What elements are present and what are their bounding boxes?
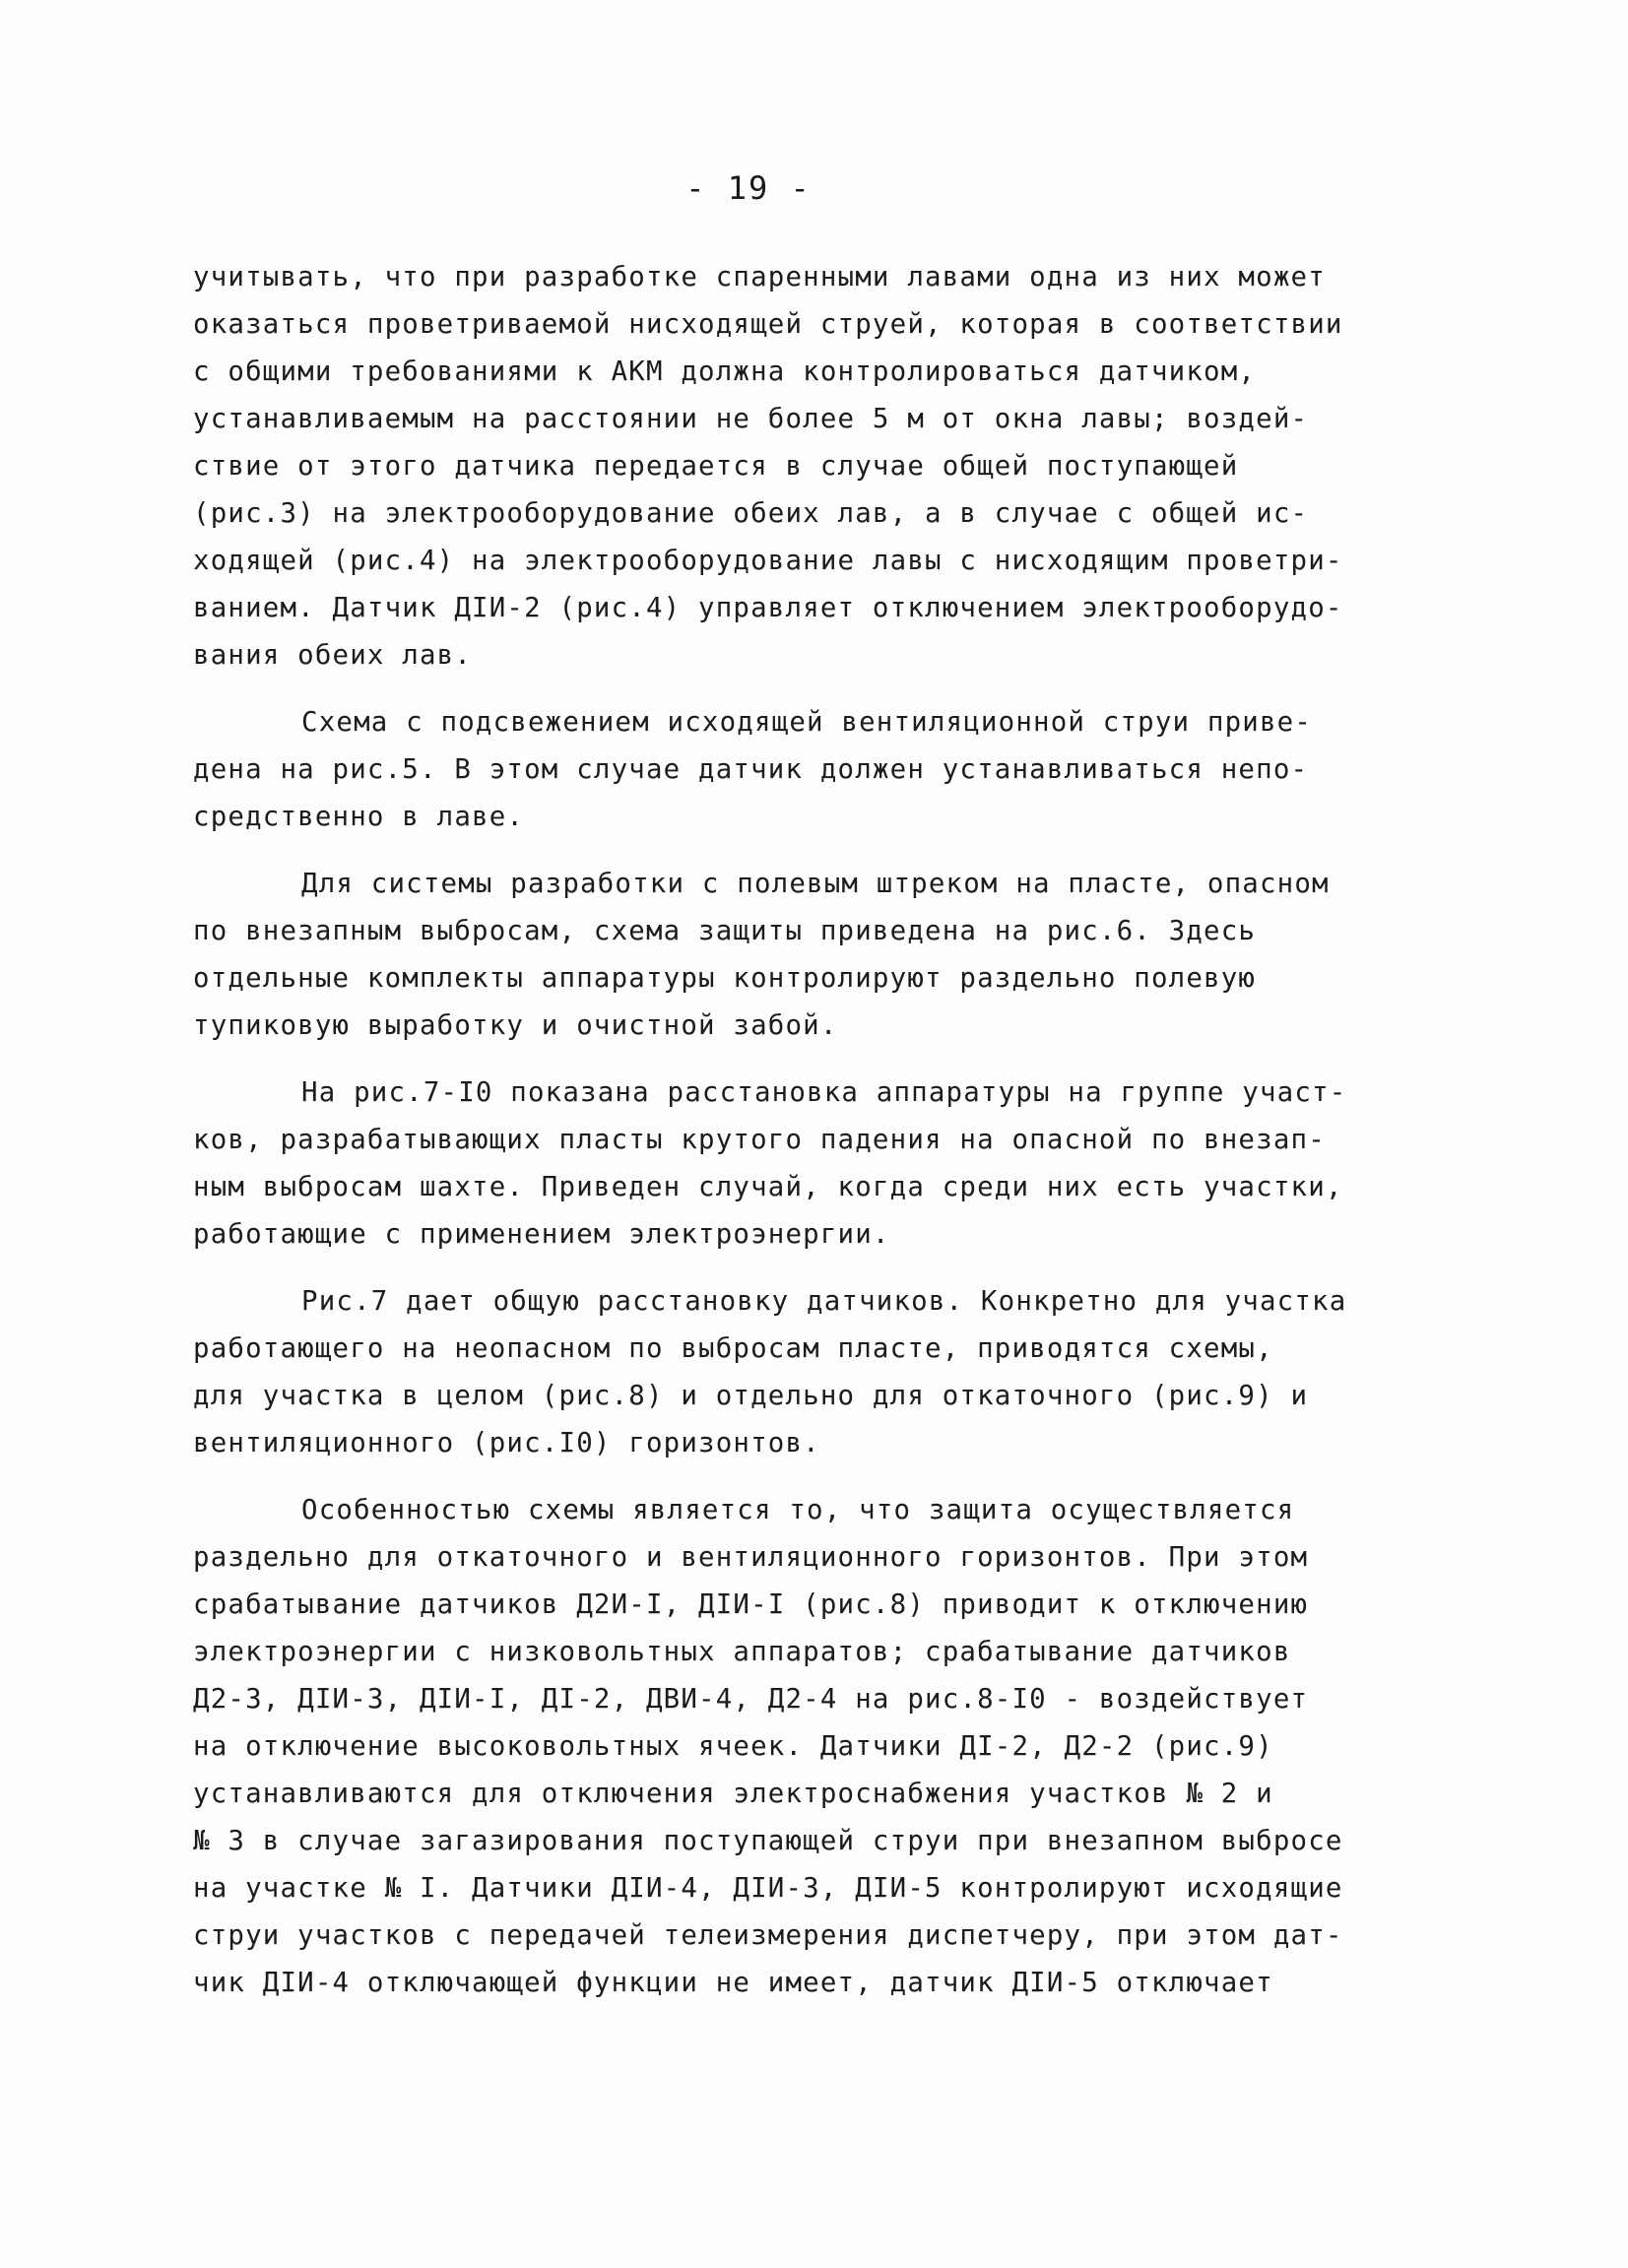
text-line: по внезапным выбросам, схема защиты приведена на рис.6. Здесь [193, 916, 1257, 946]
paragraph-4 [193, 1069, 1444, 1259]
text-line: дена на рис.5. В этом случае датчик должен устанавливаться непо- [193, 754, 1309, 785]
text-line: На рис.7-I0 показана расстановка аппаратуры на группе участ- [301, 1077, 1347, 1108]
text-line: отдельные комплекты аппаратуры контролируют раздельно полевую [193, 963, 1257, 994]
text-line: Схема с подсвежением исходящей вентиляционной струи приве- [301, 707, 1313, 738]
text-line: вентиляционного (рис.I0) горизонтов. [193, 1428, 820, 1458]
text-line: (рис.3) на электрооборудование обеих лав, а в случае с общей ис- [193, 498, 1309, 529]
text-line: Особенностью схемы является то, что защита осуществляется [301, 1495, 1295, 1525]
paragraph-6 [193, 1487, 1444, 2007]
text-line: на участке № I. Датчики ДIИ-4, ДIИ-3, ДIИ-5 контролируют исходящие [193, 1873, 1343, 1904]
text-line: для участка в целом (рис.8) и отдельно для откаточного (рис.9) и [193, 1381, 1309, 1411]
text-line: на отключение высоковольтных ячеек. Датчики ДI-2, Д2-2 (рис.9) [193, 1731, 1273, 1762]
paragraph-5 [193, 1278, 1444, 1467]
text-line: оказаться проветриваемой нисходящей струей, которая в соответствии [193, 309, 1343, 340]
text-line: ствие от этого датчика передается в случае общей поступающей [193, 451, 1239, 482]
text-line: ванием. Датчик ДIИ-2 (рис.4) управляет отключением электрооборудо- [193, 593, 1343, 623]
text-line: вания обеих лав. [193, 640, 473, 671]
text-line: Д2-3, ДIИ-3, ДIИ-I, ДI-2, ДВИ-4, Д2-4 на рис.8-I0 - воздействует [193, 1684, 1309, 1715]
text-line: ным выбросам шахте. Приведен случай, когда среди них есть участки, [193, 1172, 1343, 1202]
text-line: чик ДIИ-4 отключающей функции не имеет, датчик ДIИ-5 отключает [193, 1968, 1273, 1998]
text-line: струи участков с передачей телеизмерения диспетчеру, при этом дат- [193, 1920, 1343, 1951]
text-line: Для системы разработки с полевым штреком на пласте, опасном [301, 869, 1330, 899]
page-number: - 19 - [685, 169, 812, 207]
text-line: учитывать, что при разработке спаренными лавами одна из них может [193, 262, 1326, 292]
text-line: с общими требованиями к АКМ должна контролироваться датчиком, [193, 356, 1257, 387]
text-line: устанавливаются для отключения электроснабжения участков № 2 и [193, 1779, 1273, 1809]
text-line: электроэнергии с низковольтных аппаратов; срабатывание датчиков [193, 1637, 1291, 1667]
text-line: раздельно для откаточного и вентиляционного горизонтов. При этом [193, 1542, 1309, 1573]
text-line: срабатывание датчиков Д2И-I, ДIИ-I (рис.8) приводит к отключению [193, 1589, 1309, 1620]
text-line: ходящей (рис.4) на электрооборудование лавы с нисходящим проветри- [193, 546, 1343, 576]
paragraph-1 [193, 254, 1444, 680]
body-text [193, 254, 1444, 2027]
text-line: ков, разрабатывающих пласты крутого падения на опасной по внезап- [193, 1125, 1326, 1155]
paragraph-3 [193, 861, 1444, 1050]
text-line: работающие с применением электроэнергии. [193, 1219, 890, 1250]
text-line: устанавливаемым на расстоянии не более 5 м от окна лавы; воздей- [193, 404, 1309, 434]
text-line: Рис.7 дает общую расстановку датчиков. Конкретно для участка [301, 1286, 1347, 1317]
text-line: тупиковую выработку и очистной забой. [193, 1010, 838, 1041]
text-line: № 3 в случае загазирования поступающей струи при внезапном выбросе [193, 1826, 1343, 1856]
text-line: работающего на неопасном по выбросам пласте, приводятся схемы, [193, 1333, 1273, 1364]
text-line: средственно в лаве. [193, 802, 525, 832]
paragraph-2 [193, 699, 1444, 841]
